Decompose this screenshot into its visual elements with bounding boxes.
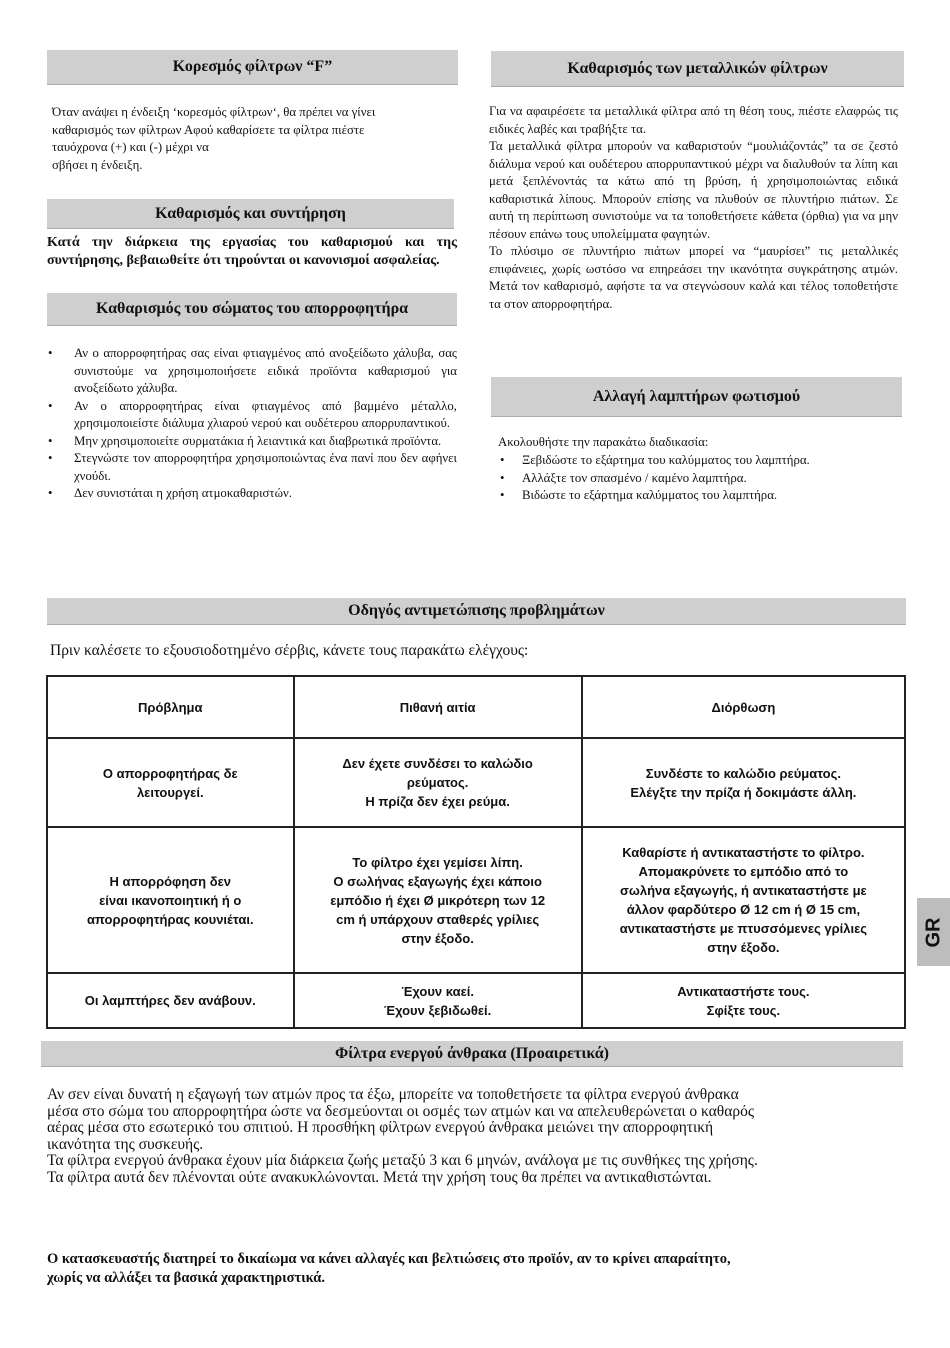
table-header-row [47, 676, 905, 738]
cleaning-maintenance-title: Καθαρισμός και συντήρηση [155, 204, 346, 222]
table-cell [294, 973, 582, 1028]
cell-line: απορροφητήρας κουνιέται. [86, 911, 254, 927]
cell-line: ρεύματος. [406, 775, 469, 790]
carbon-filters-text [47, 1087, 907, 1186]
table-cell [582, 973, 905, 1028]
filter-saturation-header [47, 50, 458, 85]
cell-line: στην έξοδο. [401, 930, 474, 946]
cell-line: Σφίξτε τους. [706, 1002, 781, 1018]
body-cleaning-title: Καθαρισμός του σώματος του απορροφητήρα [95, 300, 409, 317]
paragraph: Το πλύσιμο σε πλυντήριο πιάτων μπορεί να “μαυρίσει” τις μεταλλικές επιφάνειες, χωρίς ωστόσο να επηρεάσει την ικανότητα συγκράτησης ατμών. Μετά τον καθαρισμό, αφήστε τα να στεγνώσουν καλά και τέλος τοποθετήστε τα στον απορροφητήρα. [489, 244, 898, 311]
text-line: Τα φίλτρα ενεργού άνθρακα έχουν μία διάρκεια ζωής μεταξύ 3 και 6 μηνών, ανάλογα με τις συνθήκες της χρήσης. [47, 1152, 758, 1169]
text-line: σβήσει η ένδειξη. [52, 157, 143, 172]
list-item: • Δεν συνιστάται η χρήση ατμοκαθαριστών. [46, 485, 457, 503]
troubleshooting-header [47, 598, 906, 625]
lamp-change-intro: Ακολουθήστε την παρακάτω διαδικασία: [498, 435, 709, 449]
text-line: Αν σεν είναι δυνατή η εξαγωγή των ατμών προς τα έξω, μπορείτε να τοποθετήσετε τα φίλτρα ενεργού άνθρακα [47, 1086, 739, 1103]
carbon-filters-title: Φίλτρα ενεργού άνθρακα (Προαιρετικά) [334, 1044, 610, 1062]
troubleshooting-table [46, 675, 906, 1029]
text-line: ικανότητα της συσκευής. [47, 1135, 204, 1153]
troubleshooting-title: Οδηγός αντιμετώπισης προβλημάτων [348, 602, 605, 619]
table-cell [47, 973, 294, 1028]
cell-line: Ελέγξτε την πρίζα ή δοκιμάστε άλλη. [630, 784, 857, 800]
safety-notice: Κατά την διάρκεια της εργασίας του καθαρισμού και της συντήρησης, βεβαιωθείτε ότι τηρούνται οι κανονισμοί ασφαλείας. [47, 235, 457, 268]
cell-line: σωλήνα εξαγωγής, ή αντικαταστήστε με [620, 883, 867, 898]
table-cell [294, 827, 582, 973]
paragraph: Τα μεταλλικά φίλτρα μπορούν να καθαριστούν “μουλιάζοντάς” τα σε ζεστό διάλυμα νερού και ουδέτερου απορρυπαντικού μέχρι να διαλυθούν τα λίπη και μετά ξεπλένοντάς τα κάτω από τη βρύση, ή χρησιμοποιώντας ειδικά καθαριστικά λίπους. Μπορούν επίσης να πλυθούν σε πλυντήριο πιάτων. Σε αυτή τη περίπτωση συνιστούμε να τα τοποθετήσετε κάθετα (όρθια) για να μην πέσουν επάνω τους υπολείμματα φαγητών. [489, 139, 898, 241]
text-line: Όταν ανάψει η ένδειξη ‘κορεσμός φίλτρων‘, θα πρέπει να γίνει [52, 105, 376, 119]
cell-line: Απομακρύνετε το εμπόδιο από το [638, 864, 849, 879]
table-cell [582, 827, 905, 973]
metal-filters-text [489, 103, 898, 313]
cell-line: Η πρίζα δεν έχει ρεύμα. [365, 794, 510, 809]
table-cell [47, 738, 294, 827]
text-line: ταυόχρονα (+) και (-) μέχρι να [52, 140, 209, 154]
cell-line: στην έξοδο. [707, 940, 780, 955]
list-item: • Αν ο απορροφητήρας είναι φτιαγμένος από βαμμένο μέταλλο, χρησιμοποιείστε διάλυμα χλιαρού νερού και ουδέτερου απορρυπαντικού. [46, 398, 457, 433]
cell-line: Η απορρόφηση δεν [109, 873, 232, 889]
list-item: • Βιδώστε το εξάρτημα καλύμματος του λαμπτήρα. [498, 487, 898, 505]
list-item: • Στεγνώστε τον απορροφητήρα χρησιμοποιώντας ένα πανί που δεν αφήνει χνούδι. [46, 450, 457, 485]
carbon-filters-header [41, 1041, 903, 1067]
lamp-change-title: Αλλαγή λαμπτήρων φωτισμού [592, 387, 801, 405]
cell-line: Έχουν καεί. [401, 983, 474, 999]
troubleshooting-intro: Πριν καλέσετε το εξουσιοδοτημένο σέρβις, κάνετε τους παρακάτω ελέγχους: [50, 642, 529, 659]
text-line: αέρας μέσα στο εσωτερικό του σπιτιού. Η προσθήκη φίλτρων ενεργού άνθρακα μειώνει την απορροφητική [47, 1119, 714, 1136]
table-cell [582, 738, 905, 827]
list-item: • Ξεβιδώστε το εξάρτημα του καλύμματος του λαμπτήρα. [498, 452, 898, 470]
column-header: Διόρθωση [582, 676, 905, 738]
cell-line: Καθαρίστε ή αντικαταστήστε το φίλτρο. [622, 845, 865, 860]
body-cleaning-header [47, 293, 457, 326]
cell-line: Ο απορροφητήρας δε [102, 765, 238, 781]
language-tab [917, 898, 950, 966]
lamp-change-list [498, 452, 898, 505]
cleaning-maintenance-header [47, 199, 454, 229]
cell-line: Το φίλτρο έχει γεμίσει λίπη. [352, 854, 523, 870]
lamp-change-header [491, 377, 902, 417]
column-header: Πιθανή αιτία [294, 676, 582, 738]
cell-line: εμπόδιο ή έχει Ø μικρότερη των 12 [330, 892, 546, 908]
text-line: Ο κατασκευαστής διατηρεί το δικαίωμα να κάνει αλλαγές και βελτιώσεις στο προϊόν, αν το κρίνει απαραίτητο, [47, 1251, 731, 1267]
list-item: • Αν ο απορροφητήρας σας είναι φτιαγμένος από ανοξείδωτο χάλυβα, σας συνιστούμε να χρησιμοποιήσετε ειδικά προϊόντα καθαρισμού για ανοξείδωτο χάλυβα. [46, 345, 457, 398]
paragraph: Για να αφαιρέσετε τα μεταλλικά φίλτρα από τη θέση τους, πιέστε ελαφρώς τις ειδικές λαβές και τραβήξτε τα. [489, 104, 898, 136]
text-line: μέσα στο σώμα του απορροφητήρα ώστε να δεσμεύονται οι οσμές των ατμών και να απελευθερώνεται ο καθαρός [47, 1102, 754, 1120]
cell-line: Ο σωλήνας εξαγωγής έχει κάποιο [333, 873, 542, 889]
text-line: καθαρισμός των φίλτρων Αφού καθαρίσετε τα φίλτρα πιέστε [52, 122, 365, 137]
language-tab-label: GR [922, 917, 944, 947]
filter-saturation-text [52, 104, 457, 174]
table-row [47, 827, 905, 973]
cell-line: cm ή υπάρχουν σταθερές γρίλιες [336, 911, 540, 927]
manufacturer-note [47, 1250, 917, 1288]
table-cell [294, 738, 582, 827]
cell-line: Δεν έχετε συνδέσει το καλώδιο [342, 756, 533, 771]
cell-line: λειτουργεί. [136, 784, 204, 800]
cell-line: Έχουν ξεβιδωθεί. [384, 1002, 492, 1018]
filter-saturation-title: Κορεσμός φίλτρων “F” [172, 58, 333, 75]
cell-line: Συνδέστε το καλώδιο ρεύματος. [645, 765, 841, 781]
cell-line: άλλον φαρδύτερο Ø 12 cm ή Ø 15 cm, [626, 902, 861, 917]
cell-line: Οι λαμπτήρες δεν ανάβουν. [84, 993, 256, 1008]
text-line: Τα φίλτρα αυτά δεν πλένονται ούτε ανακυκλώνονται. Μετά την χρήση τους θα πρέπει να αντικαθιστώνται. [47, 1168, 712, 1186]
column-header: Πρόβλημα [47, 676, 294, 738]
table-row [47, 973, 905, 1028]
body-cleaning-list [46, 345, 457, 503]
metal-filters-header [491, 51, 904, 87]
cell-line: αντικαταστήστε με πτυσσόμενες γρίλιες [619, 921, 868, 936]
list-item: • Αλλάξτε τον σπασμένο / καμένο λαμπτήρα. [498, 470, 898, 488]
metal-filters-title: Καθαρισμός των μεταλλικών φίλτρων [567, 59, 828, 77]
table-row [47, 738, 905, 827]
cell-line: είναι ικανοποιητική ή ο [99, 892, 242, 908]
cell-line: Αντικαταστήστε τους. [677, 983, 810, 999]
text-line: χωρίς να αλλάξει τα βασικά χαρακτηριστικά. [47, 1270, 326, 1286]
list-item: • Μην χρησιμοποιείτε συρματάκια ή λειαντικά και διαβρωτικά προϊόντα. [46, 433, 457, 451]
table-cell [47, 827, 294, 973]
